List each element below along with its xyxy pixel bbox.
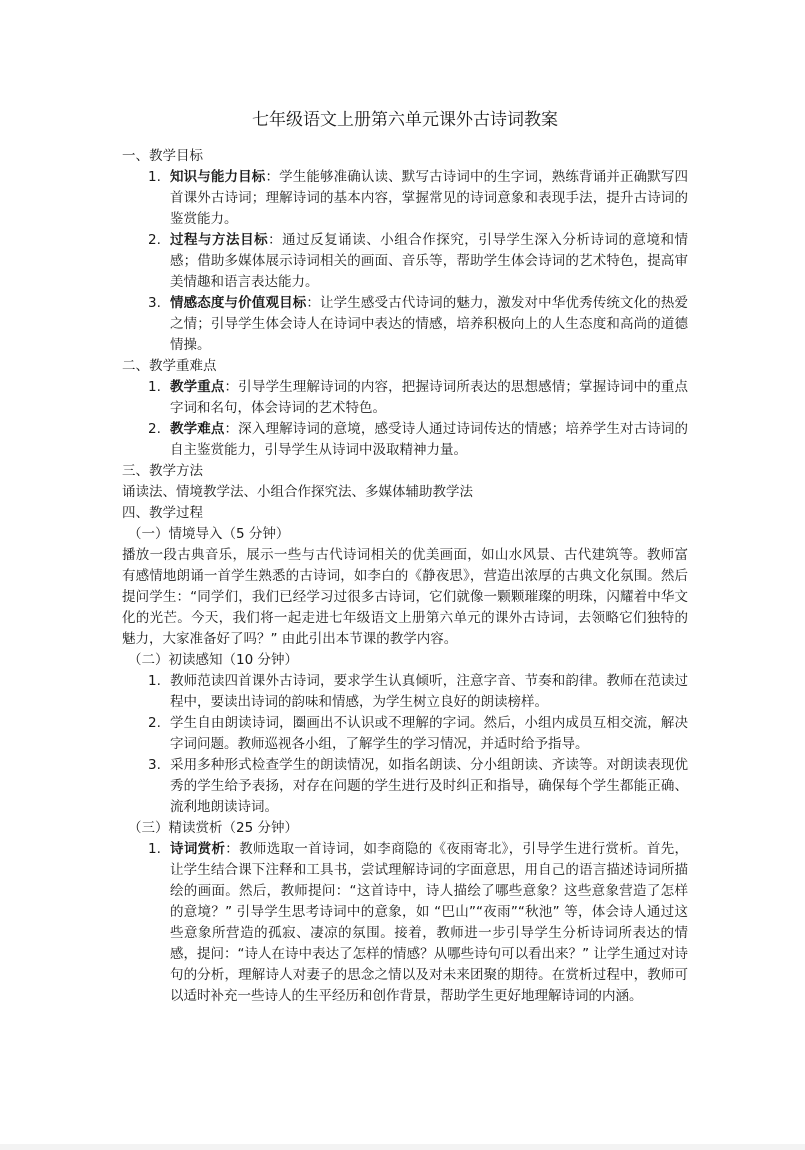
item-term: 知识与能力目标	[170, 169, 266, 185]
item-text: ：学生能够准确认读、默写古诗词中的生字词，熟练背诵并正确默写四首课外古诗词；理解诗词的基本内容，掌握常见的诗词意象和表现手法，提升古诗词的鉴赏能力。	[170, 169, 689, 227]
subsection-heading-appreciation: （三）精读赏析（25 分钟）	[128, 820, 298, 836]
item-text: ：深入理解诗词的意境，感受诗人通过诗词传达的情感；培养学生对古诗词的自主鉴赏能力，引导学生从诗词中汲取精神力量。	[170, 421, 689, 458]
list-number: 2.	[148, 232, 161, 248]
intro-text: 播放一段古典音乐，展示一些与古代诗词相关的优美画面，如山水风景、古代建筑等。教师富有感情地朗诵一首学生熟悉的古诗词，如李白的《静夜思》，营造出浓厚的古典文化氛围。然后提问学生：“同学们，我们已经学习过很多古诗词，它们就像一颗颗璀璨的明珠，闪耀着中华文化的光芒。今天，我们将一起走进七年级语文上册第六单元的课外古诗词，去领略它们独特的魅力，大家准备好了吗？” 由此引出本节课的教学内容。	[122, 547, 688, 647]
section-heading-methods: 三、教学方法	[122, 463, 203, 479]
item-text: ：教师选取一首诗词，如李商隐的《夜雨寄北》，引导学生进行赏析。首先，让学生结合课下注释和工具书，尝试理解诗词的字面意思，用自己的语言描述诗词所描绘的画面。然后，教师提问：“这首诗中，诗人描绘了哪些意象？这些意象营造了怎样的意境？” 引导学生思考诗词中的意象，如 “巴山”“夜雨”“秋池” 等，体会诗人通过这些意象所营造的孤寂、凄凉的氛围。接着，教师进一步引导学生分析诗词所表达的情感，提问：“诗人在诗中表达了怎样的情感？从哪些诗句可以看出来？” 让学生通过对诗句的分析，理解诗人对妻子的思念之情以及对未来团聚的期待。在赏析过程中，教师可以适时补充一些诗人的生平经历和创作背景，帮助学生更好地理解诗词的内涵。	[170, 841, 689, 1004]
list-number: 3.	[148, 295, 161, 311]
list-number: 1.	[148, 673, 161, 689]
list-number: 2.	[148, 715, 161, 731]
list-item	[122, 230, 688, 293]
list-item	[122, 293, 688, 356]
list-item	[122, 713, 688, 755]
list-item	[122, 755, 688, 818]
list-number: 1.	[148, 379, 161, 395]
item-text: ：通过反复诵读、小组合作探究，引导学生深入分析诗词的意境和情感；借助多媒体展示诗词相关的画面、音乐等，帮助学生体会诗词的艺术特色，提高审美情趣和语言表达能力。	[170, 232, 689, 290]
subsection-heading-intro: （一）情境导入（5 分钟）	[128, 526, 290, 542]
item-text: ：引导学生理解诗词的内容，把握诗词所表达的思想感情；掌握诗词中的重点字词和名句，体会诗词的艺术特色。	[170, 379, 689, 416]
section-heading-process: 四、教学过程	[122, 505, 203, 521]
list-item	[122, 419, 688, 461]
subsection-heading-reading: （二）初读感知（10 分钟）	[128, 652, 298, 668]
list-item	[122, 671, 688, 713]
item-term: 情感态度与价值观目标	[170, 295, 307, 311]
item-term: 诗词赏析	[170, 841, 226, 857]
item-term: 过程与方法目标	[170, 232, 269, 248]
section-heading-key-points: 二、教学重难点	[122, 358, 217, 374]
item-text: 学生自由朗读诗词，圈画出不认识或不理解的字词。然后，小组内成员互相交流，解决字词问题。教师巡视各小组，了解学生的学习情况，并适时给予指导。	[170, 715, 688, 752]
item-term: 教学重点	[170, 379, 225, 395]
item-term: 教学难点	[170, 421, 225, 437]
page-bottom-band	[0, 1144, 805, 1150]
goals-list	[122, 167, 688, 356]
document-title: 七年级语文上册第六单元课外古诗词教案	[252, 110, 558, 130]
methods-text: 诵读法、情境教学法、小组合作探究法、多媒体辅助教学法	[122, 484, 473, 500]
list-item	[122, 839, 688, 1007]
list-number: 1.	[148, 169, 161, 185]
key-points-list	[122, 377, 688, 461]
item-text: 教师范读四首课外古诗词，要求学生认真倾听，注意字音、节奏和韵律。教师在范读过程中，要读出诗词的韵味和情感，为学生树立良好的朗读榜样。	[170, 673, 688, 710]
appreciation-list	[122, 839, 688, 1007]
list-number: 2.	[148, 421, 161, 437]
document-body	[122, 106, 688, 1007]
list-item	[122, 167, 688, 230]
list-item	[122, 377, 688, 419]
item-text: 采用多种形式检查学生的朗读情况，如指名朗读、分小组朗读、齐读等。对朗读表现优秀的学生给予表扬，对存在问题的学生进行及时纠正和指导，确保每个学生都能正确、流利地朗读诗词。	[170, 757, 688, 815]
item-text: ：让学生感受古代诗词的魅力，激发对中华优秀传统文化的热爱之情；引导学生体会诗人在诗词中表达的情感，培养积极向上的人生态度和高尚的道德情操。	[170, 295, 689, 353]
reading-list	[122, 671, 688, 818]
list-number: 1.	[148, 841, 161, 857]
list-number: 3.	[148, 757, 161, 773]
section-heading-goals: 一、教学目标	[122, 148, 203, 164]
